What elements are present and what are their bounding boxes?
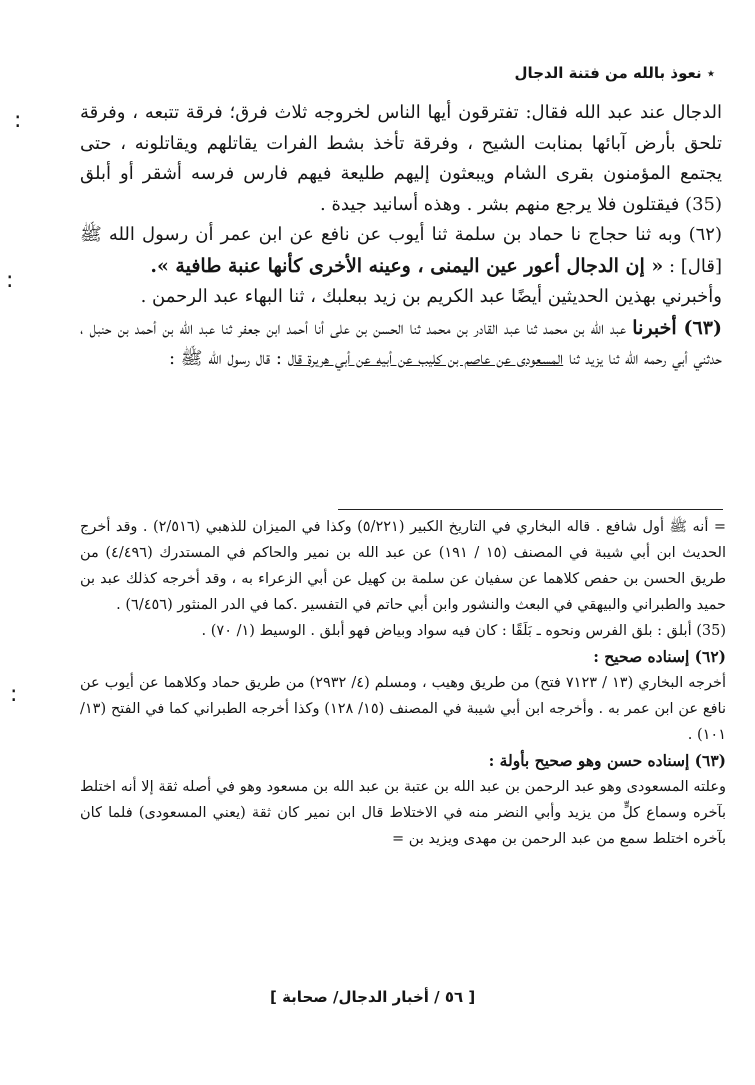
ikhbar-paragraph: وأخبرني بهذين الحديثين أيضًا عبد الكريم بن زيد ببعلبك ، ثنا البهاء عبد الرحمن . xyxy=(140,286,722,307)
footnotes xyxy=(80,514,726,852)
margin-mark: : xyxy=(10,682,18,707)
footnote-continuation: = أنه ﷺ أول شافع . قاله البخاري في التاريخ الكبير (٥/٢٢١) وكذا في الميزان للذهبي (٢/٥١٦) . وقد أخرج الحديث ابن أبي شيبة في المصنف (١٥ / ١٩١) عن عبد الله بن نمير والحاكم في المستدرك (٤/٤٩٦) من طريق الحسن بن حفص كلاهما عن سفيان عن سلمة بن كهيل عن أبي الزعراء به ، وقد أخرجه كذلك عبد بن حميد والطبراني والبيهقي في البعث والنشور وابن أبي حاتم في التفسير .كما في الدر المنثور (٦/٤٥٦) . xyxy=(80,519,726,613)
hadith-62-matn: « إن الدجال أعور عين اليمنى ، وعينه الأخرى كأنها عنبة طافية ». xyxy=(150,254,664,277)
hadith-63-underlined: المسعودى عن عاصم بن كليب عن أبيه عن أبي هريرة قال xyxy=(287,348,564,369)
main-text xyxy=(80,98,722,375)
running-header: ٭ نعوذ بالله من فتنة الدجال xyxy=(514,64,715,82)
hadith-62 xyxy=(80,220,722,282)
page-footer: [ ٥٦ / أخبار الدجال/ صحابة ] xyxy=(270,988,476,1006)
footnote-35: (35) أبلق : بلق الفرس ونحوه ـ بَلَقًا : كان فيه سواد وبياض فهو أبلق . الوسيط (١/ ٧٠) . xyxy=(201,623,726,639)
margin-mark: : xyxy=(6,268,14,293)
margin-mark: : xyxy=(14,108,22,133)
note-62-heading: (٦٢) إسناده صحيح : xyxy=(593,647,726,666)
body-paragraph: الدجال عند عبد الله فقال: تفترقون أيها الناس لخروجه ثلاث فرق؛ فرقة تتبعه ، وفرقة تلحق بأرض آبائها بمنابت الشيح ، وفرقة تأخذ بشط الفرات يقاتلهم ويقاتلونه ، حتى يجتمع المؤمنون بقرى الشام ويبعثون إليهم طليعة فيهم فارس فرسه أشقر أو أبلق (35) فيقتلون فلا يرجع منهم بشر . وهذه أسانيد جيدة . xyxy=(80,102,722,215)
hadith-63-label: (٦٣) أخبرنا xyxy=(632,316,722,339)
footnote-separator xyxy=(338,509,723,510)
note-62-text: أخرجه البخاري (١٣ / ٧١٢٣ فتح) من طريق وهيب ، ومسلم (٤/ ٢٩٣٢) من طريق حماد وكلاهما عن أيوب عن نافع عن ابن عمر به . وأخرجه ابن أبي شيبة في المصنف (١٥/ ١٢٨) وكذا أخرجه الطبراني كما في الفتح (١٣/ ١٠١) . xyxy=(80,675,727,743)
note-63-text: وعلته المسعودى وهو عبد الرحمن بن عبد الله بن عتبة بن عبد الله بن مسعود وهو في أصله ثقة إلا أنه اختلط بآخره وسماع كلٍّ من يزيد وأبي النضر منه في الاختلاط قال ابن نمير كان ثقة (يعني المسعودى) فلما كان بآخره اختلط سمع من عبد الرحمن بن مهدى ويزيد بن = xyxy=(80,779,726,847)
hadith-63-end: : قال رسول الله ﷺ : xyxy=(168,348,282,369)
note-63-heading: (٦٣) إسناده حسن وهو صحيح بأولة : xyxy=(488,751,726,770)
hadith-63 xyxy=(80,313,722,375)
hadith-63-isnad: عبد الله بن محمد ثنا عبد القادر بن محمد ثنا الحسن بن على أنا أحمد ابن جعفر ثنا عبد الله بن أحمد بن حنبل ، حدثني أبي رحمه الله ثنا يزيد ثنا xyxy=(80,317,722,369)
hadith-62-isnad: (٦٢) وبه ثنا حجاج نا حماد بن سلمة ثنا أيوب عن نافع عن ابن عمر أن رسول الله ﷺ [قال] : xyxy=(80,224,722,277)
